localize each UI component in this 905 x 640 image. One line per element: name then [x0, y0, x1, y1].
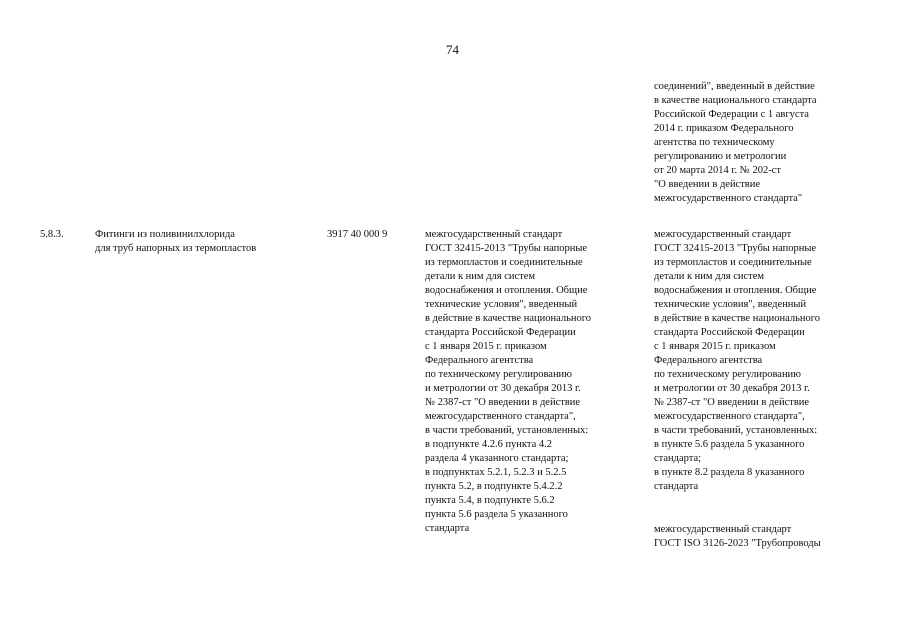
page-number: 74 [446, 42, 459, 57]
tn-ved-code: 3917 40 000 9 [327, 229, 388, 240]
standard-requirements-column-2: межгосударственный стандарт ГОСТ 32415-2013 "Трубы напорные из термопластов и соединительные детали к ним для систем водоснабжения и отопления. Общие технические условия", введенный в действие в качестве национального стандарта Российской Федерации с 1 января 2015 г. приказом Федерального агентства по техническому регулированию и метрологии от 30 декабря 2013 г. № 2387-ст "О введении в действие межгосударственного стандарта", в части требований, установленных: в пункте 5.6 раздела 5 указанного стандарта; в пункте 8.2 раздела 8 указанного стандарта [654, 229, 821, 492]
standard-requirements-column-1: межгосударственный стандарт ГОСТ 32415-2013 "Трубы напорные из термопластов и соединительные детали к ним для систем водоснабжения и отопления. Общие технические условия", введенный в действие в качестве национального стандарта Российской Федерации с 1 января 2015 г. приказом Федерального агентства по техническому регулированию и метрологии от 30 декабря 2013 г. № 2387-ст "О введении в действие межгосударственного стандарта", в части требований, установленных: в подпункте 4.2.6 пункта 4.2 раздела 4 указанного стандарта; в подпунктах 5.2.1, 5.2.3 и 5.2.5 пункта 5.2, в подпункте 5.4.2.2 пункта 5.4, в подпункте 5.6.2 пункта 5.6 раздела 5 указанного стандарта [425, 229, 592, 534]
row-number: 5.8.3. [40, 229, 64, 240]
standard-requirements-column-2-next: межгосударственный стандарт ГОСТ ISO 3126-2023 "Трубопроводы [654, 524, 821, 549]
product-name: Фитинги из поливинилхлорида для труб напорных из термопластов [95, 229, 257, 254]
previous-row-continuation-text: соединений", введенный в действие в качестве национального стандарта Российской Федерации с 1 августа 2014 г. приказом Федерального агентства по техническому регулированию и метрологии от 20 марта 2014 г. № 202-ст "О введении в действие межгосударственного стандарта" [654, 81, 817, 204]
